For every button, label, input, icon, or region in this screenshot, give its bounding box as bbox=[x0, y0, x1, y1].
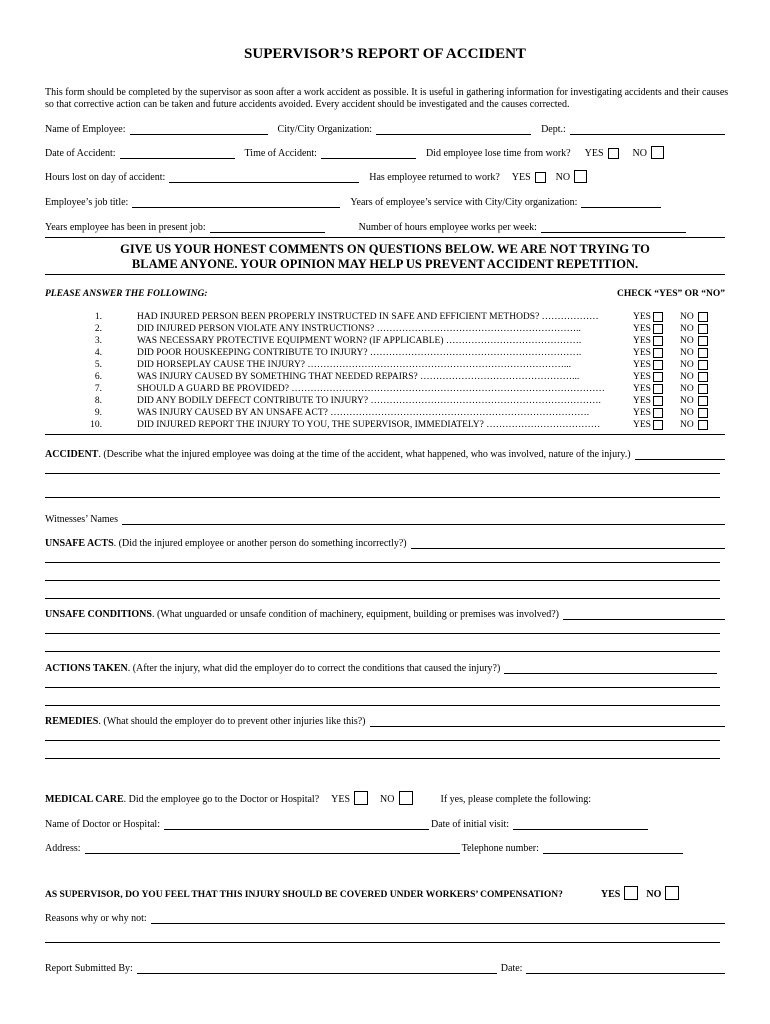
question-number: 7. bbox=[94, 384, 102, 394]
label-time-of-accident: Time of Accident: bbox=[244, 148, 317, 159]
actions-taken-row bbox=[45, 660, 725, 674]
lose-time-yes-checkbox[interactable] bbox=[608, 148, 619, 159]
question-yes-checkbox[interactable] bbox=[653, 312, 663, 322]
question-yes-label: YES bbox=[633, 396, 651, 406]
telephone-field[interactable] bbox=[543, 844, 683, 854]
label-hours-lost: Hours lost on day of accident: bbox=[45, 172, 166, 183]
lose-time-yes-label: YES bbox=[584, 148, 604, 159]
question-no bbox=[680, 420, 708, 430]
address-row bbox=[45, 840, 725, 854]
question-no-label: NO bbox=[680, 348, 694, 358]
questions-bottom-rule bbox=[45, 434, 725, 435]
lose-time-no-checkbox[interactable] bbox=[651, 146, 664, 159]
question-no-label: NO bbox=[680, 324, 694, 334]
witnesses-field[interactable] bbox=[122, 515, 725, 525]
question-number: 8. bbox=[94, 396, 102, 406]
question-no-checkbox[interactable] bbox=[698, 372, 708, 382]
banner-line-1: GIVE US YOUR HONEST COMMENTS ON QUESTIONS BELOW. WE ARE NOT TRYING TO bbox=[120, 242, 650, 256]
question-yes bbox=[633, 324, 663, 334]
question-yes bbox=[633, 408, 663, 418]
workers-comp-question: AS SUPERVISOR, DO YOU FEEL THAT THIS INJURY SHOULD BE COVERED UNDER WORKERS’ COMPENSATION? bbox=[45, 890, 563, 900]
submitted-by-field[interactable] bbox=[137, 964, 497, 974]
question-row bbox=[0, 372, 770, 384]
unsafe-conditions-label: UNSAFE CONDITIONS bbox=[45, 609, 152, 620]
submitted-row bbox=[45, 960, 725, 974]
submitted-by-label: Report Submitted By: bbox=[45, 963, 133, 974]
unsafe-acts-desc: . (Did the injured employee or another person do something incorrectly?) bbox=[113, 538, 407, 549]
question-no-checkbox[interactable] bbox=[698, 408, 708, 418]
accident-line-2[interactable] bbox=[45, 473, 720, 474]
question-row bbox=[0, 336, 770, 348]
unsafe-conditions-row bbox=[45, 606, 725, 620]
witnesses-row bbox=[45, 511, 725, 525]
unsafe-acts-field[interactable] bbox=[411, 539, 725, 549]
question-row bbox=[0, 348, 770, 360]
workers-comp-row bbox=[45, 886, 725, 900]
question-text: WAS INJURY CAUSED BY SOMETHING THAT NEEDED REPAIRS? …………………………………………... bbox=[137, 372, 580, 382]
actions-taken-desc: . (After the injury, what did the employer do to correct the conditions that caused the injury?) bbox=[127, 663, 501, 674]
remedies-label: REMEDIES bbox=[45, 716, 99, 727]
question-row bbox=[0, 420, 770, 432]
witnesses-label: Witnesses’ Names bbox=[45, 514, 119, 525]
reasons-line-2[interactable] bbox=[45, 942, 720, 943]
remedies-row bbox=[45, 713, 725, 727]
question-yes-checkbox[interactable] bbox=[653, 420, 663, 430]
question-no-label: NO bbox=[680, 396, 694, 406]
question-no bbox=[680, 372, 708, 382]
question-no-checkbox[interactable] bbox=[698, 336, 708, 346]
check-yes-no-header: CHECK “YES” OR “NO” bbox=[617, 289, 725, 299]
question-row bbox=[0, 324, 770, 336]
question-yes bbox=[633, 312, 663, 322]
question-no-label: NO bbox=[680, 336, 694, 346]
medical-no-label: NO bbox=[380, 794, 395, 805]
unsafe-acts-line-2[interactable] bbox=[45, 562, 720, 563]
date-visit-label: Date of initial visit: bbox=[430, 819, 510, 830]
question-no-label: NO bbox=[680, 312, 694, 322]
label-returned: Has employee returned to work? bbox=[369, 172, 500, 183]
label-job-title: Employee’s job title: bbox=[45, 197, 129, 208]
medical-care-row bbox=[45, 791, 725, 805]
remedies-desc: . (What should the employer do to prevent other injuries like this?) bbox=[98, 716, 366, 727]
row-present-job bbox=[45, 219, 725, 233]
question-text: DID POOR HOUSKEEPING CONTRIBUTE TO INJURY? …………………………………………………………. bbox=[137, 348, 582, 358]
accident-label: ACCIDENT bbox=[45, 449, 99, 460]
question-no-label: NO bbox=[680, 384, 694, 394]
workers-comp-no-checkbox[interactable] bbox=[665, 886, 679, 900]
question-text: DID ANY BODILY DEFECT CONTRIBUTE TO INJURY? ………………………………………………………………. bbox=[137, 396, 601, 406]
question-row bbox=[0, 384, 770, 396]
question-no-label: NO bbox=[680, 372, 694, 382]
name-of-employee-field[interactable] bbox=[130, 125, 268, 135]
doctor-label: Name of Doctor or Hospital: bbox=[45, 819, 160, 830]
question-yes-label: YES bbox=[633, 384, 651, 394]
question-number: 5. bbox=[94, 360, 102, 370]
date-visit-field[interactable] bbox=[513, 820, 648, 830]
medical-yes-label: YES bbox=[331, 794, 351, 805]
address-label: Address: bbox=[45, 843, 81, 854]
unsafe-conditions-field[interactable] bbox=[563, 610, 725, 620]
returned-no-label: NO bbox=[555, 172, 571, 183]
question-number: 4. bbox=[94, 348, 102, 358]
actions-taken-line-3[interactable] bbox=[45, 705, 720, 706]
question-yes-label: YES bbox=[633, 348, 651, 358]
actions-taken-field[interactable] bbox=[504, 664, 717, 674]
question-yes bbox=[633, 372, 663, 382]
question-yes-checkbox[interactable] bbox=[653, 336, 663, 346]
accident-line-3[interactable] bbox=[45, 497, 720, 498]
question-yes-label: YES bbox=[633, 336, 651, 346]
question-text: DID HORSEPLAY CAUSE THE INJURY? ………………………………………………………………………... bbox=[137, 360, 572, 370]
question-yes-label: YES bbox=[633, 312, 651, 322]
question-yes bbox=[633, 348, 663, 358]
doctor-row bbox=[45, 816, 725, 830]
question-yes-checkbox[interactable] bbox=[653, 372, 663, 382]
question-number: 2. bbox=[94, 324, 102, 334]
unsafe-conditions-line-3[interactable] bbox=[45, 651, 720, 652]
question-no bbox=[680, 336, 708, 346]
question-no-checkbox[interactable] bbox=[698, 348, 708, 358]
workers-comp-yes-checkbox[interactable] bbox=[624, 886, 638, 900]
question-text: DID INJURED PERSON VIOLATE ANY INSTRUCTIONS? ……………………………………………………….. bbox=[137, 324, 581, 334]
time-of-accident-field[interactable] bbox=[321, 149, 416, 159]
unsafe-acts-row bbox=[45, 535, 725, 549]
label-date-of-accident: Date of Accident: bbox=[45, 148, 116, 159]
questions-header: PLEASE ANSWER THE FOLLOWING: bbox=[45, 289, 208, 299]
accident-desc: . (Describe what the injured employee was doing at the time of the accident, what happened, who was involved, nature of the injury.) bbox=[98, 449, 631, 460]
label-years-present-job: Years employee has been in present job: bbox=[45, 222, 206, 233]
question-yes-checkbox[interactable] bbox=[653, 348, 663, 358]
question-no-checkbox[interactable] bbox=[698, 360, 708, 370]
question-number: 6. bbox=[94, 372, 102, 382]
question-yes-checkbox[interactable] bbox=[653, 360, 663, 370]
question-no-checkbox[interactable] bbox=[698, 396, 708, 406]
question-yes-checkbox[interactable] bbox=[653, 396, 663, 406]
question-number: 9. bbox=[94, 408, 102, 418]
reasons-label: Reasons why or why not: bbox=[45, 913, 147, 924]
accident-field[interactable] bbox=[635, 450, 725, 460]
telephone-label: Telephone number: bbox=[461, 843, 539, 854]
question-row bbox=[0, 360, 770, 372]
date-field[interactable] bbox=[526, 964, 725, 974]
question-text: SHOULD A GUARD BE PROVIDED? ……………………………………………………………………………………… bbox=[137, 384, 605, 394]
question-yes-checkbox[interactable] bbox=[653, 408, 663, 418]
question-no-label: NO bbox=[680, 420, 694, 430]
returned-yes-label: YES bbox=[511, 172, 531, 183]
question-no-label: NO bbox=[680, 408, 694, 418]
question-yes-label: YES bbox=[633, 360, 651, 370]
label-hours-per-week: Number of hours employee works per week: bbox=[358, 222, 537, 233]
row-hours-lost bbox=[45, 169, 725, 183]
page-title: SUPERVISOR’S REPORT OF ACCIDENT bbox=[244, 46, 526, 62]
question-no bbox=[680, 324, 708, 334]
returned-yes-checkbox[interactable] bbox=[535, 172, 546, 183]
question-row bbox=[0, 408, 770, 420]
row-employee-info bbox=[45, 121, 725, 135]
question-no bbox=[680, 384, 708, 394]
medical-care-label: MEDICAL CARE bbox=[45, 794, 124, 805]
intro-text: This form should be completed by the supervisor as soon after a work accident as possible. It is useful in gathering information for investigating accidents and their causes so that corrective action can be taken and future accidents avoided. Every accident should be investigated and the causes corrected. bbox=[45, 87, 729, 110]
hours-per-week-field[interactable] bbox=[541, 223, 686, 233]
address-field[interactable] bbox=[85, 844, 460, 854]
lose-time-no-label: NO bbox=[632, 148, 647, 159]
question-number: 10. bbox=[90, 420, 102, 430]
banner-top-rule bbox=[45, 237, 725, 238]
question-yes-label: YES bbox=[633, 408, 651, 418]
label-years-service: Years of employee’s service with City/City organization: bbox=[350, 197, 578, 208]
unsafe-acts-line-4[interactable] bbox=[45, 598, 720, 599]
accident-row bbox=[45, 446, 725, 460]
question-no bbox=[680, 396, 708, 406]
remedies-line-2[interactable] bbox=[45, 740, 720, 741]
question-text: DID INJURED REPORT THE INJURY TO YOU, THE SUPERVISOR, IMMEDIATELY? ……………………………… bbox=[137, 420, 601, 430]
question-row bbox=[0, 312, 770, 324]
question-yes bbox=[633, 384, 663, 394]
question-no-checkbox[interactable] bbox=[698, 312, 708, 322]
question-text: WAS NECESSARY PROTECTIVE EQUIPMENT WORN? (IF APPLICABLE) ……………………………………. bbox=[137, 336, 582, 346]
question-no bbox=[680, 408, 708, 418]
hours-lost-field[interactable] bbox=[169, 173, 359, 183]
question-no bbox=[680, 348, 708, 358]
question-yes-checkbox[interactable] bbox=[653, 384, 663, 394]
question-number: 3. bbox=[94, 336, 102, 346]
dept-field[interactable] bbox=[570, 125, 725, 135]
remedies-line-3[interactable] bbox=[45, 758, 720, 759]
if-yes-note: If yes, please complete the following: bbox=[440, 794, 592, 805]
row-accident-time bbox=[45, 145, 725, 159]
label-lose-time: Did employee lose time from work? bbox=[425, 148, 571, 159]
unsafe-acts-line-3[interactable] bbox=[45, 580, 720, 581]
reasons-row bbox=[45, 910, 725, 924]
question-no-checkbox[interactable] bbox=[698, 324, 708, 334]
returned-no-checkbox[interactable] bbox=[574, 170, 587, 183]
actions-taken-label: ACTIONS TAKEN bbox=[45, 663, 128, 674]
medical-care-desc: . Did the employee go to the Doctor or Hospital? bbox=[123, 794, 320, 805]
reasons-field[interactable] bbox=[151, 914, 725, 924]
workers-comp-yes-label: YES bbox=[600, 889, 621, 900]
question-yes-label: YES bbox=[633, 420, 651, 430]
workers-comp-no-label: NO bbox=[646, 889, 662, 900]
question-yes-checkbox[interactable] bbox=[653, 324, 663, 334]
years-present-job-field[interactable] bbox=[210, 223, 325, 233]
remedies-field[interactable] bbox=[370, 717, 725, 727]
unsafe-acts-label: UNSAFE ACTS bbox=[45, 538, 114, 549]
medical-yes-checkbox[interactable] bbox=[354, 791, 368, 805]
question-no bbox=[680, 360, 708, 370]
question-no-checkbox[interactable] bbox=[698, 420, 708, 430]
question-no-checkbox[interactable] bbox=[698, 384, 708, 394]
banner-bottom-rule bbox=[45, 274, 725, 275]
question-text: HAD INJURED PERSON BEEN PROPERLY INSTRUCTED IN SAFE AND EFFICIENT METHODS? ……………… bbox=[137, 312, 599, 322]
question-yes bbox=[633, 360, 663, 370]
date-label: Date: bbox=[500, 963, 523, 974]
banner-line-2: BLAME ANYONE. YOUR OPINION MAY HELP US PREVENT ACCIDENT REPETITION. bbox=[131, 257, 639, 271]
question-yes bbox=[633, 420, 663, 430]
question-row bbox=[0, 396, 770, 408]
city-org-field[interactable] bbox=[376, 125, 531, 135]
unsafe-conditions-desc: . (What unguarded or unsafe condition of machinery, equipment, building or premises was involved?) bbox=[151, 609, 559, 620]
actions-taken-line-2[interactable] bbox=[45, 687, 720, 688]
unsafe-conditions-line-2[interactable] bbox=[45, 633, 720, 634]
medical-no-checkbox[interactable] bbox=[399, 791, 413, 805]
question-yes bbox=[633, 336, 663, 346]
doctor-field[interactable] bbox=[164, 820, 429, 830]
question-no-label: NO bbox=[680, 360, 694, 370]
label-city-org: City/City Organization: bbox=[277, 124, 373, 135]
question-text: WAS INJURY CAUSED BY AN UNSAFE ACT? ………………………………………………………………………. bbox=[137, 408, 590, 418]
row-job-title bbox=[45, 194, 725, 208]
date-of-accident-field[interactable] bbox=[120, 149, 235, 159]
years-service-field[interactable] bbox=[581, 198, 661, 208]
label-name-of-employee: Name of Employee: bbox=[45, 124, 126, 135]
question-yes-label: YES bbox=[633, 324, 651, 334]
question-no bbox=[680, 312, 708, 322]
question-number: 1. bbox=[94, 312, 102, 322]
job-title-field[interactable] bbox=[132, 198, 340, 208]
question-yes bbox=[633, 396, 663, 406]
label-dept: Dept.: bbox=[541, 124, 566, 135]
question-yes-label: YES bbox=[633, 372, 651, 382]
